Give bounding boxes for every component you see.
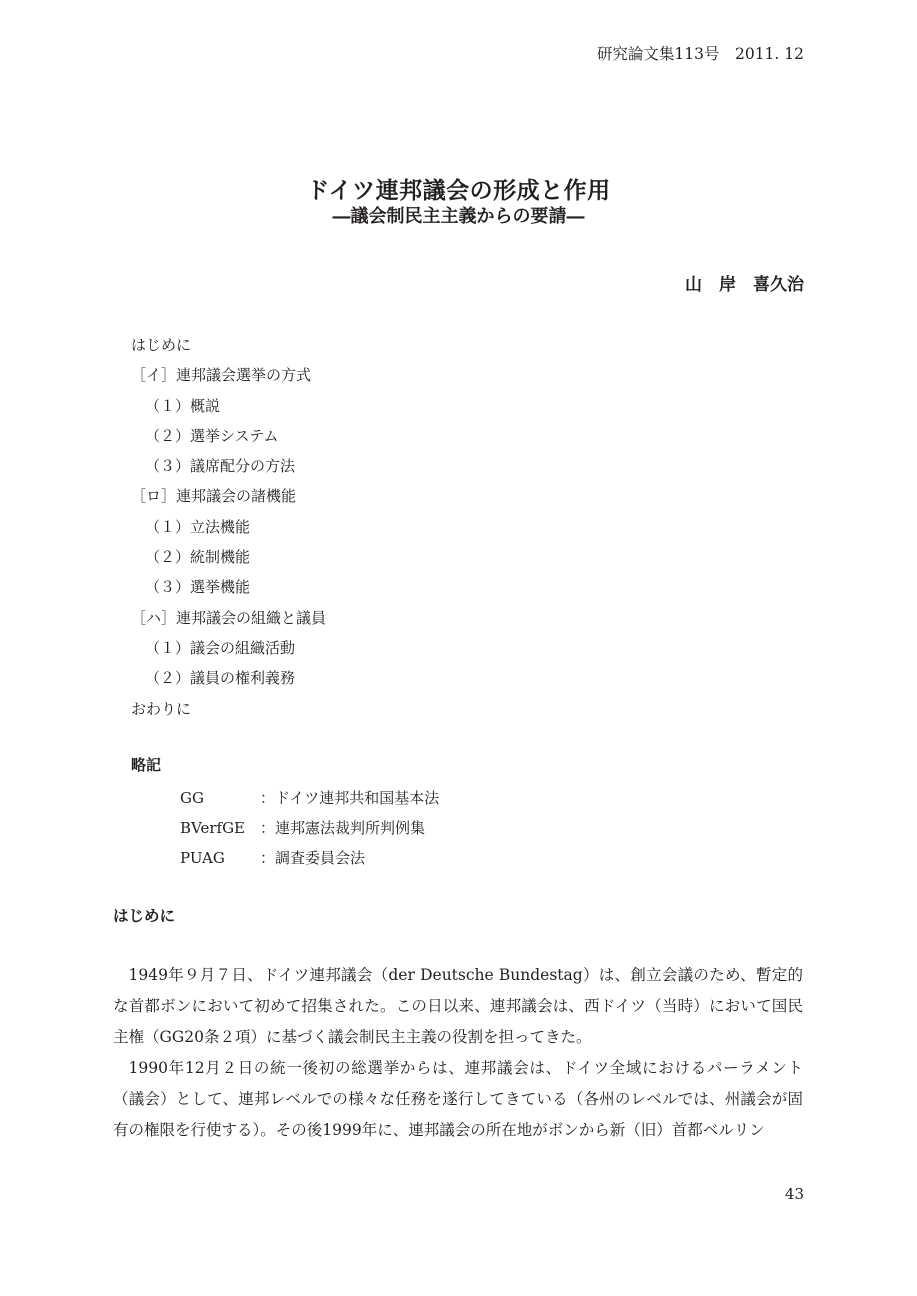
abbreviation-definition: ：連邦憲法裁判所判例集	[260, 819, 426, 837]
toc-item: おわりに	[131, 699, 192, 718]
toc-item: （１）議会の組織活動	[145, 638, 296, 657]
abbreviation-term: GG	[180, 789, 204, 807]
toc-item: ［イ］連邦議会選挙の方式	[131, 366, 312, 385]
toc-item: （１）概説	[145, 396, 221, 415]
toc-item: はじめに	[131, 336, 192, 354]
toc-item: （２）選挙システム	[145, 426, 279, 445]
toc-item: （２）議員の権利義務	[145, 669, 296, 688]
abbreviations-heading: 略記	[131, 756, 162, 774]
running-header: 研究論文集113号 2011. 12	[596, 45, 804, 63]
paper-title: ドイツ連邦議会の形成と作用	[306, 177, 611, 204]
toc-item: ［ロ］連邦議会の諸機能	[131, 487, 297, 506]
table-of-contents	[131, 330, 326, 724]
abbreviation-definition: ：調査委員会法	[260, 849, 366, 867]
paper-subtitle: ―議会制民主主義からの要請―	[332, 206, 585, 227]
page-number: 43	[784, 1185, 804, 1203]
section-heading: はじめに	[113, 906, 176, 925]
abbreviation-row	[180, 843, 439, 873]
toc-item: （２）統制機能	[145, 548, 251, 567]
abbreviation-term: BVerfGE	[180, 819, 246, 837]
toc-item: （３）選挙機能	[145, 578, 251, 597]
toc-item: ［ハ］連邦議会の組織と議員	[131, 608, 327, 627]
abbreviation-definition: ：ドイツ連邦共和国基本法	[260, 789, 440, 807]
abbreviation-row	[180, 783, 439, 813]
abbreviation-row	[180, 813, 439, 843]
abbreviations-list	[180, 783, 439, 873]
body-paragraph: 1990年12月２日の統一後初の総選挙からは、連邦議会は、ドイツ全域におけるパーラメント（議会）として、連邦レベルでの様々な任務を遂行してきている（各州のレベルでは、州議会が固有の権限を行使する）。その後1999年に、連邦議会の所在地がボンから新（旧）首都ベルリン	[113, 1059, 803, 1139]
author-name: 山 岸 喜久治	[685, 275, 804, 295]
body-paragraph: 1949年９月７日、ドイツ連邦議会（der Deutsche Bundestag）は、創立会議のため、暫定的な首都ボンにおいて初めて招集された。この日以来、連邦議会は、西ドイツ（当時）において国民主権（GG20条２項）に基づく議会制民主主義の役割を担ってきた。	[113, 966, 803, 1046]
abbreviation-term: PUAG	[180, 849, 225, 867]
body-text	[113, 960, 803, 1146]
toc-item: （３）議席配分の方法	[145, 457, 296, 476]
toc-item: （１）立法機能	[145, 517, 251, 536]
